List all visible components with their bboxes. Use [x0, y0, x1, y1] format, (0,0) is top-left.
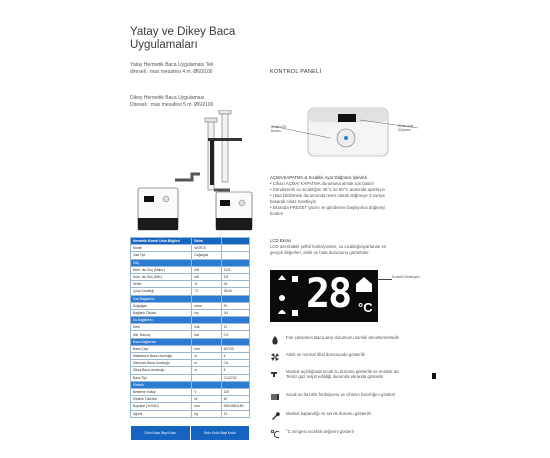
- temp-callout: Sıcaklık Göstergesi: [392, 275, 420, 279]
- spec-cell: Güç: [131, 259, 192, 266]
- spec-cell: Çıkış Sıcaklığı: [131, 288, 192, 295]
- spec-cell: [192, 259, 221, 266]
- spec-cell: Elektrik: [131, 381, 192, 388]
- spec-cell: Nom. Isıl Güç (Maks.): [131, 266, 192, 273]
- spec-cell: Hermetik Kombi Ürün Bilgileri: [131, 238, 192, 245]
- spec-cell: Dikey Baca Uzunluğu: [131, 367, 192, 374]
- spec-cell: 12: [221, 324, 249, 331]
- spec-section-row: [131, 338, 250, 345]
- spec-cell: Debi: [131, 324, 192, 331]
- spec-cell: 0,2: [221, 331, 249, 338]
- radiator-lcd-icon: [292, 276, 298, 282]
- legend-row-fan: [270, 352, 435, 357]
- spec-row: [131, 360, 250, 367]
- spec-row: [131, 324, 250, 331]
- spec-cell: [221, 338, 249, 345]
- spec-cell: Doğalgaz: [131, 302, 192, 309]
- reset-led-callout: Reset LED Butonu: [271, 125, 287, 133]
- spec-cell: Gaz Tipi: [131, 252, 192, 259]
- spec-cell: m: [192, 367, 221, 374]
- spec-cell: WOR-B: [192, 245, 221, 252]
- title-line-1: Yatay ve Dikey Baca: [130, 26, 236, 38]
- screen-adjust-callout: Ekran Ayar Düğmesi: [398, 124, 414, 132]
- legend-row-wrench: [270, 411, 435, 416]
- spec-cell: [221, 317, 249, 324]
- vertical-flue-text: [130, 95, 213, 108]
- legend-text: Anlık ve normal ithal durumunda gösterilir: [286, 352, 366, 357]
- spec-row: [131, 302, 250, 309]
- flame-icon: [270, 335, 280, 345]
- adjust-heading: AÇMA/KAPATMA & Sıcaklık Ayar Düğmesi İşlevleri: [270, 175, 368, 180]
- spec-row: [131, 252, 250, 259]
- legend-row-celsius: [270, 429, 435, 434]
- spec-cell: Doğalgaz: [192, 252, 221, 259]
- spec-row: [131, 266, 250, 273]
- spec-cell: 540x350x180: [221, 403, 249, 410]
- spec-cell: mbar: [192, 302, 221, 309]
- lcd-display: [270, 270, 378, 322]
- spec-cell: 93: [221, 281, 249, 288]
- spec-cell: 9,8: [221, 273, 249, 280]
- horizontal-line-1: Yatay Hermetik Baca Uygulaması Tek: [130, 62, 214, 68]
- spec-section-row: [131, 295, 250, 302]
- spec-cell: mm: [192, 403, 221, 410]
- spec-row: [131, 396, 250, 403]
- tap-lcd-icon: [278, 275, 286, 280]
- adjust-line: basarak cihaz resetleyin: [270, 199, 317, 204]
- adjust-line: • Ekranda PRESET yazını ve gönderme başlayınca düğmeyi: [270, 205, 386, 210]
- spec-cell: kW: [192, 273, 221, 280]
- legend-text: Musluk kapandığı ve servis durumu gösterilir: [286, 411, 372, 416]
- product-code-right: Ürün Kodu Bayi Kodu: [190, 426, 250, 441]
- spec-cell: [221, 259, 249, 266]
- adjust-section: [270, 175, 430, 217]
- spec-row: [131, 245, 250, 252]
- legend-text: Musluk açıldığında sıcak su durumu gösterilir ve musluk da: [286, 369, 399, 374]
- spec-cell: Baca Bağlantısı: [131, 338, 192, 345]
- product-code-bar: [130, 425, 250, 441]
- spec-row: [131, 331, 250, 338]
- spec-cell: [221, 252, 249, 259]
- lcd-unit: °C: [358, 300, 373, 315]
- celsius-icon: [270, 429, 280, 439]
- spec-header-row: [131, 238, 250, 245]
- legend-row-radiator: [270, 392, 435, 397]
- spec-section-row: [131, 317, 250, 324]
- spec-cell: 220: [221, 388, 249, 395]
- spec-cell: [192, 381, 221, 388]
- spec-row: [131, 281, 250, 288]
- spec-cell: %: [192, 281, 221, 288]
- flame-lcd-icon: [278, 310, 286, 314]
- spec-cell: Bağlantı Ölçüsü: [131, 309, 192, 316]
- product-code-left: Ürün Kodu Bayi Kodu: [131, 426, 191, 441]
- spec-cell: Elektrik Tüketimi: [131, 396, 192, 403]
- lcd-digits: 28: [306, 271, 351, 317]
- radiator-icon: [270, 392, 280, 402]
- spec-cell: 40: [221, 396, 249, 403]
- spec-cell: 5: [221, 367, 249, 374]
- spec-cell: Su Bağlantısı: [131, 317, 192, 324]
- spec-cell: kg: [192, 410, 221, 417]
- spec-cell: [221, 245, 249, 252]
- spec-cell: 0,5: [221, 360, 249, 367]
- spec-section-row: [131, 259, 250, 266]
- spec-cell: bar: [192, 331, 221, 338]
- fan-lcd-icon: [279, 295, 285, 301]
- spec-cell: m: [192, 353, 221, 360]
- spec-cell: Baca Çapı: [131, 345, 192, 352]
- vertical-line-2: Direseli : max mesafesi 5 m. Ø60/100: [130, 101, 214, 108]
- legend-row-flame: [270, 335, 435, 340]
- spec-row: [131, 403, 250, 410]
- spec-cell: Nom. Isıl Güç (Min.): [131, 273, 192, 280]
- lcd-line: LCD üzerindeki şeffaf fonksiyonları, su sıcaklığı/ayarlanan ve: [270, 244, 386, 249]
- spec-row: [131, 353, 250, 360]
- adjust-line: • Hata bildirimine durumunda reset olarak düğmeye 3 saniye: [270, 193, 385, 198]
- horizontal-line-2: direseli : max mesafesi 4 m. Ø60/100: [130, 68, 213, 75]
- spec-row: [131, 367, 250, 374]
- spec-cell: [192, 317, 221, 324]
- fan-icon: [270, 352, 280, 362]
- control-panel-illustration: [270, 100, 420, 170]
- spec-cell: [221, 295, 249, 302]
- spec-row: [131, 288, 250, 295]
- spec-cell: Maksimum Baca Uzunluğu: [131, 353, 192, 360]
- page-title: [130, 26, 235, 52]
- spec-row: [131, 410, 250, 417]
- wrench-icon: [270, 411, 280, 421]
- vertical-line-1: Dikey Hermetik Baca Uygulaması: [130, 95, 205, 101]
- spec-cell: [192, 338, 221, 345]
- lcd-heading: LCD Ekran: [270, 238, 292, 243]
- spec-cell: C12/C32: [221, 374, 249, 381]
- spec-cell: V: [192, 388, 221, 395]
- spec-cell: 60/100: [221, 345, 249, 352]
- spec-cell: 35-60: [221, 288, 249, 295]
- lcd-line: gerçek değerleri; anlık ve hata durumunu görüntüler.: [270, 250, 370, 255]
- spec-row: [131, 309, 250, 316]
- spec-row: [131, 388, 250, 395]
- lcd-section-text: [270, 238, 435, 256]
- spec-row: [131, 345, 250, 352]
- spec-cell: Model: [131, 245, 192, 252]
- spec-cell: Minimum Baca Uzunluğu: [131, 360, 192, 367]
- legend-row-tap: [270, 369, 445, 379]
- spec-cell: [221, 238, 249, 245]
- legend-text: Fan çalışırken Baca akış durumunu sürekli denetlemektedir: [286, 335, 399, 340]
- spec-cell: 21,8: [221, 266, 249, 273]
- spec-cell: 3/4: [221, 309, 249, 316]
- spec-cell: Birim: [192, 238, 221, 245]
- house-lcd-icon: [356, 277, 372, 292]
- spec-section-row: [131, 381, 250, 388]
- spec-cell: Baca Tipi: [131, 374, 192, 381]
- legend-text: °C simgesi sıcaklık değerini gösterir: [286, 429, 355, 434]
- title-line-2: Uygulamaları: [130, 39, 198, 51]
- spec-row: [131, 273, 250, 280]
- spec-cell: Verim: [131, 281, 192, 288]
- spec-cell: °C: [192, 288, 221, 295]
- spec-cell: inç: [192, 309, 221, 316]
- wrench-lcd-icon: [292, 310, 298, 316]
- spec-cell: 4: [221, 353, 249, 360]
- horizontal-flue-text: [130, 62, 213, 75]
- spec-cell: Besleme Voltajı: [131, 388, 192, 395]
- adjust-line: • Cihazı AÇMA/ KAPATMA durumuna almak için basılır: [270, 181, 375, 186]
- spec-cell: 13: [221, 410, 249, 417]
- spec-cell: m: [192, 360, 221, 367]
- spec-cell: Gaz Bağlantısı: [131, 295, 192, 302]
- padlock-icon: [432, 373, 436, 379]
- spec-cell: Ağırlık: [131, 410, 192, 417]
- spec-cell: 20: [221, 302, 249, 309]
- adjust-line: • Döndürerek su sıcaklığını 35°C ile 60°C arasında ayarlayın: [270, 187, 386, 192]
- spec-cell: kW: [192, 266, 221, 273]
- spec-cell: Boyutlar (YxGxD): [131, 403, 192, 410]
- temp-callout-line: [378, 279, 392, 280]
- spec-cell: Min. Basınç: [131, 331, 192, 338]
- legend-text: Sıcak su hazırlık fonksiyonu ve cihazın hazırlığını gösterir: [286, 392, 396, 397]
- spec-table: [130, 237, 250, 418]
- spec-cell: [192, 374, 221, 381]
- tap-icon: [270, 369, 280, 379]
- spec-cell: l/dk: [192, 324, 221, 331]
- spec-cell: mm: [192, 345, 221, 352]
- spec-row: [131, 374, 250, 381]
- flue-illustration: [130, 110, 260, 235]
- adjust-line: bırakın: [270, 211, 284, 216]
- spec-cell: W: [192, 396, 221, 403]
- spec-cell: [221, 381, 249, 388]
- spec-cell: [192, 295, 221, 302]
- legend-text-tail: Temiz gaz tespit edildiği durumda ekranda gösterilir: [286, 374, 384, 379]
- control-panel-title: KONTROL PANELİ: [270, 69, 322, 75]
